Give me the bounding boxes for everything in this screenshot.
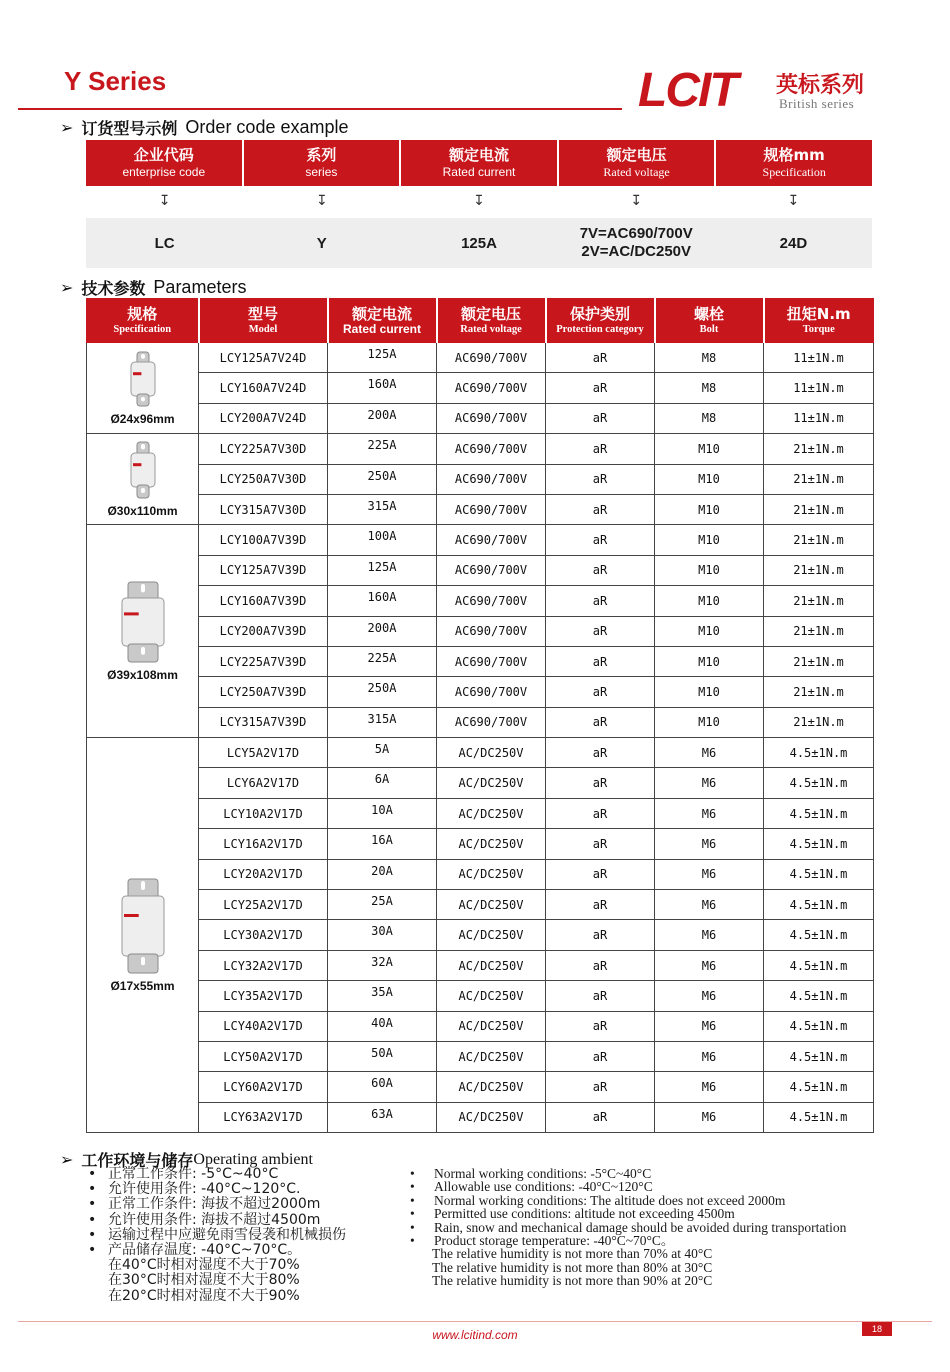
category-cell: aR <box>546 768 655 798</box>
torque-cell: 4.5±1N.m <box>764 981 874 1011</box>
bolt-cell: M10 <box>655 677 764 707</box>
current-cell: 100A <box>328 525 437 555</box>
voltage-cell: AC/DC250V <box>437 829 546 859</box>
category-cell: aR <box>546 981 655 1011</box>
voltage-cell: AC/DC250V <box>437 1072 546 1102</box>
table-row <box>87 1102 874 1132</box>
list-item: • 正常工作条件: 海拔不超过2000m <box>88 1196 321 1213</box>
model-cell: LCY32A2V17D <box>199 950 328 980</box>
params-title-cn: 技术参数 <box>81 279 146 298</box>
british-series-en: British series <box>779 96 855 111</box>
model-cell: LCY10A2V17D <box>199 798 328 828</box>
list-subitem: 在30°C时相对湿度不大于80% <box>108 1272 300 1289</box>
bolt-cell: M10 <box>655 646 764 676</box>
table-row <box>87 981 874 1011</box>
torque-cell: 4.5±1N.m <box>764 950 874 980</box>
list-subitem: 在20°C时相对湿度不大于90% <box>108 1287 300 1304</box>
bolt-cell: M6 <box>655 981 764 1011</box>
torque-cell: 4.5±1N.m <box>764 1011 874 1041</box>
params-col-header: 螺栓 Bolt <box>655 299 764 343</box>
bolt-cell: M10 <box>655 707 764 737</box>
table-row <box>87 920 874 950</box>
current-cell: 50A <box>328 1041 437 1071</box>
model-cell: LCY50A2V17D <box>199 1041 328 1071</box>
chevron-right-icon: ➢ <box>60 279 74 297</box>
current-cell: 63A <box>328 1102 437 1132</box>
order-value-row <box>86 218 872 268</box>
model-cell: LCY100A7V39D <box>199 525 328 555</box>
bolt-cell: M6 <box>655 1102 764 1132</box>
bolt-cell: M6 <box>655 1041 764 1071</box>
voltage-cell: AC/DC250V <box>437 1041 546 1071</box>
order-value: LC <box>154 234 175 252</box>
torque-cell: 4.5±1N.m <box>764 768 874 798</box>
current-cell: 5A <box>328 738 437 768</box>
model-cell: LCY225A7V39D <box>199 646 328 676</box>
params-col-header: 型号 Model <box>199 299 328 343</box>
table-row <box>87 646 874 676</box>
current-cell: 315A <box>328 707 437 737</box>
model-cell: LCY250A7V39D <box>199 677 328 707</box>
bolt-cell: M10 <box>655 464 764 494</box>
torque-cell: 4.5±1N.m <box>764 1041 874 1071</box>
table-row <box>87 890 874 920</box>
chevron-right-icon: ➢ <box>60 1151 74 1169</box>
voltage-cell: AC690/700V <box>437 464 546 494</box>
voltage-cell: AC690/700V <box>437 555 546 585</box>
list-subitem: The relative humidity is not more than 80% at 30°C <box>432 1259 713 1275</box>
table-row <box>87 403 874 433</box>
order-value: 24D <box>779 234 808 252</box>
table-row <box>87 829 874 859</box>
torque-cell: 21±1N.m <box>764 555 874 585</box>
torque-cell: 4.5±1N.m <box>764 920 874 950</box>
ambient-list-en <box>410 1167 846 1288</box>
voltage-cell: AC690/700V <box>437 707 546 737</box>
model-cell: LCY20A2V17D <box>199 859 328 889</box>
category-cell: aR <box>546 829 655 859</box>
voltage-cell: AC/DC250V <box>437 1102 546 1132</box>
model-cell: LCY315A7V39D <box>199 707 328 737</box>
bolt-cell: M6 <box>655 768 764 798</box>
model-cell: LCY200A7V39D <box>199 616 328 646</box>
model-cell: LCY5A2V17D <box>199 738 328 768</box>
torque-cell: 21±1N.m <box>764 646 874 676</box>
bolt-cell: M6 <box>655 1011 764 1041</box>
category-cell: aR <box>546 1072 655 1102</box>
torque-cell: 21±1N.m <box>764 677 874 707</box>
torque-cell: 21±1N.m <box>764 586 874 616</box>
series-title: Y Series <box>64 66 167 96</box>
current-cell: 250A <box>328 677 437 707</box>
params-col-header: 规格 Specification <box>87 299 199 343</box>
order-code-table <box>86 140 872 268</box>
bolt-cell: M8 <box>655 403 764 433</box>
table-row <box>87 373 874 403</box>
ambient-list-cn <box>88 1167 346 1304</box>
order-title-en: Order code example <box>185 117 349 137</box>
category-cell: aR <box>546 950 655 980</box>
bolt-cell: M6 <box>655 738 764 768</box>
model-cell: LCY40A2V17D <box>199 1011 328 1041</box>
category-cell: aR <box>546 525 655 555</box>
arrow-down-icon: ↧ <box>158 192 171 208</box>
bolt-cell: M10 <box>655 494 764 524</box>
torque-cell: 4.5±1N.m <box>764 1072 874 1102</box>
category-cell: aR <box>546 707 655 737</box>
torque-cell: 21±1N.m <box>764 616 874 646</box>
list-item: • 产品储存温度: -40°C~70°C。 <box>88 1242 302 1259</box>
table-row <box>87 464 874 494</box>
category-cell: aR <box>546 798 655 828</box>
spec-label: Ø30x110mm <box>107 504 178 519</box>
current-cell: 32A <box>328 950 437 980</box>
table-row <box>87 494 874 524</box>
voltage-cell: AC/DC250V <box>437 981 546 1011</box>
spec-label: Ø24x96mm <box>110 412 175 427</box>
order-col-header: 企业代码 enterprise code <box>86 140 244 186</box>
model-cell: LCY160A7V39D <box>199 586 328 616</box>
current-cell: 225A <box>328 434 437 464</box>
table-row <box>87 525 874 555</box>
fuse-image-icon <box>129 440 157 502</box>
bolt-cell: M6 <box>655 798 764 828</box>
model-cell: LCY250A7V30D <box>199 464 328 494</box>
table-row <box>87 1011 874 1041</box>
bolt-cell: M10 <box>655 434 764 464</box>
list-item: • Rain, snow and mechanical damage should be avoided during transportation <box>410 1219 847 1235</box>
current-cell: 30A <box>328 920 437 950</box>
voltage-cell: AC690/700V <box>437 616 546 646</box>
category-cell: aR <box>546 464 655 494</box>
arrow-down-icon: ↧ <box>787 192 800 208</box>
category-cell: aR <box>546 434 655 464</box>
category-cell: aR <box>546 677 655 707</box>
category-cell: aR <box>546 738 655 768</box>
list-item: • 允许使用条件: -40°C~120°C. <box>88 1181 301 1198</box>
current-cell: 250A <box>328 464 437 494</box>
logo-text: LCIT <box>638 64 737 112</box>
current-cell: 6A <box>328 768 437 798</box>
list-item: • 运输过程中应避免雨雪侵袭和机械损伤 <box>88 1226 346 1243</box>
voltage-cell: AC/DC250V <box>437 798 546 828</box>
ambient-title-cn: 工作环境与储存 <box>81 1151 194 1170</box>
table-row <box>87 616 874 646</box>
list-item: • Allowable use conditions: -40°C~120°C <box>410 1179 653 1195</box>
order-col-header: 系列 series <box>244 140 402 186</box>
fuse-image-icon <box>129 350 157 410</box>
bolt-cell: M6 <box>655 890 764 920</box>
model-cell: LCY16A2V17D <box>199 829 328 859</box>
current-cell: 160A <box>328 586 437 616</box>
order-col-header: 规格mm Specification <box>762 146 826 179</box>
model-cell: LCY125A7V24D <box>199 343 328 373</box>
category-cell: aR <box>546 494 655 524</box>
voltage-cell: AC690/700V <box>437 494 546 524</box>
table-row <box>87 768 874 798</box>
torque-cell: 4.5±1N.m <box>764 1102 874 1132</box>
order-col-header: 额定电流 Rated current <box>401 140 559 186</box>
spec-label: Ø17x55mm <box>110 979 175 994</box>
torque-cell: 4.5±1N.m <box>764 890 874 920</box>
model-cell: LCY160A7V24D <box>199 373 328 403</box>
table-row <box>87 950 874 980</box>
category-cell: aR <box>546 373 655 403</box>
bolt-cell: M6 <box>655 950 764 980</box>
ambient-title-en: Operating ambient <box>193 1150 313 1168</box>
footer-divider <box>18 1321 932 1322</box>
torque-cell: 11±1N.m <box>764 373 874 403</box>
model-cell: LCY30A2V17D <box>199 920 328 950</box>
list-subitem: The relative humidity is not more than 90% at 20°C <box>432 1273 713 1289</box>
current-cell: 60A <box>328 1072 437 1102</box>
table-row <box>87 798 874 828</box>
voltage-cell: AC690/700V <box>437 586 546 616</box>
bolt-cell: M8 <box>655 373 764 403</box>
params-title-en: Parameters <box>153 277 247 297</box>
category-cell: aR <box>546 616 655 646</box>
order-col-header: 额定电压 Rated voltage <box>559 140 717 186</box>
order-title-cn: 订货型号示例 <box>81 119 178 138</box>
torque-cell: 21±1N.m <box>764 707 874 737</box>
spec-cell <box>87 434 199 525</box>
category-cell: aR <box>546 1041 655 1071</box>
model-cell: LCY125A7V39D <box>199 555 328 585</box>
model-cell: LCY35A2V17D <box>199 981 328 1011</box>
params-col-header: 保护类别 Protection category <box>546 299 655 343</box>
arrow-down-icon: ↧ <box>315 192 328 208</box>
bolt-cell: M6 <box>655 920 764 950</box>
params-body <box>87 343 874 1133</box>
current-cell: 40A <box>328 1011 437 1041</box>
voltage-cell: AC690/700V <box>437 343 546 373</box>
torque-cell: 21±1N.m <box>764 494 874 524</box>
current-cell: 20A <box>328 859 437 889</box>
torque-cell: 21±1N.m <box>764 525 874 555</box>
torque-cell: 4.5±1N.m <box>764 829 874 859</box>
bolt-cell: M6 <box>655 859 764 889</box>
voltage-cell: AC/DC250V <box>437 890 546 920</box>
voltage-cell: AC/DC250V <box>437 768 546 798</box>
current-cell: 125A <box>328 555 437 585</box>
table-row <box>87 677 874 707</box>
list-item: • 允许使用条件: 海拔不超过4500m <box>88 1211 321 1228</box>
category-cell: aR <box>546 920 655 950</box>
list-item: • Product storage temperature: -40°C~70°C。 <box>410 1233 675 1249</box>
torque-cell: 21±1N.m <box>764 434 874 464</box>
current-cell: 160A <box>328 373 437 403</box>
current-cell: 315A <box>328 494 437 524</box>
table-row <box>87 586 874 616</box>
torque-cell: 4.5±1N.m <box>764 798 874 828</box>
voltage-cell: AC/DC250V <box>437 738 546 768</box>
current-cell: 125A <box>328 343 437 373</box>
model-cell: LCY63A2V17D <box>199 1102 328 1132</box>
params-col-header: 额定电流 Rated current <box>328 299 437 343</box>
bolt-cell: M10 <box>655 586 764 616</box>
table-row <box>87 859 874 889</box>
spec-cell <box>87 525 199 738</box>
bolt-cell: M10 <box>655 616 764 646</box>
bolt-cell: M6 <box>655 1072 764 1102</box>
category-cell: aR <box>546 555 655 585</box>
torque-cell: 21±1N.m <box>764 464 874 494</box>
bolt-cell: M10 <box>655 555 764 585</box>
voltage-cell: AC690/700V <box>437 403 546 433</box>
voltage-cell: AC/DC250V <box>437 859 546 889</box>
order-header-row <box>86 140 872 186</box>
category-cell: aR <box>546 343 655 373</box>
params-col-header: 扭矩N.m Torque <box>764 299 874 343</box>
category-cell: aR <box>546 403 655 433</box>
bolt-cell: M10 <box>655 525 764 555</box>
category-cell: aR <box>546 1011 655 1041</box>
arrow-down-icon: ↧ <box>630 192 643 208</box>
header-divider <box>18 108 622 110</box>
table-row <box>87 738 874 768</box>
voltage-cell: AC690/700V <box>437 373 546 403</box>
order-value: Y <box>316 234 327 252</box>
list-subitem: The relative humidity is not more than 70% at 40°C <box>432 1246 713 1262</box>
torque-cell: 11±1N.m <box>764 343 874 373</box>
bolt-cell: M8 <box>655 343 764 373</box>
category-cell: aR <box>546 586 655 616</box>
table-row <box>87 555 874 585</box>
current-cell: 200A <box>328 403 437 433</box>
fuse-image-icon <box>120 877 166 977</box>
params-col-header: 额定电压 Rated voltage <box>437 299 546 343</box>
current-cell: 16A <box>328 829 437 859</box>
current-cell: 200A <box>328 616 437 646</box>
voltage-cell: AC690/700V <box>437 525 546 555</box>
voltage-cell: AC690/700V <box>437 646 546 676</box>
list-item: • Normal working conditions: -5°C~40°C <box>410 1166 652 1181</box>
spec-cell <box>87 343 199 434</box>
model-cell: LCY225A7V30D <box>199 434 328 464</box>
order-value: 125A <box>461 234 497 252</box>
order-arrow-row <box>86 186 872 218</box>
spec-label: Ø39x108mm <box>107 668 178 683</box>
category-cell: aR <box>546 859 655 889</box>
footer-url[interactable]: www.lcitind.com <box>432 1328 518 1342</box>
voltage-cell: AC690/700V <box>437 677 546 707</box>
params-section-heading <box>60 276 246 299</box>
list-item: • 正常工作条件: -5°C~40°C <box>88 1166 279 1182</box>
page-number: 18 <box>862 1322 892 1336</box>
table-row <box>87 1041 874 1071</box>
torque-cell: 4.5±1N.m <box>764 859 874 889</box>
current-cell: 35A <box>328 981 437 1011</box>
british-series-cn: 英标系列 <box>776 73 865 98</box>
torque-cell: 4.5±1N.m <box>764 738 874 768</box>
torque-cell: 11±1N.m <box>764 403 874 433</box>
voltage-cell: AC690/700V <box>437 434 546 464</box>
order-value-voltage: 7V=AC690/700V 2V=AC/DC250V <box>579 225 693 260</box>
list-subitem: 在40°C时相对湿度不大于70% <box>108 1257 300 1274</box>
category-cell: aR <box>546 890 655 920</box>
table-row <box>87 343 874 373</box>
model-cell: LCY25A2V17D <box>199 890 328 920</box>
parameters-table <box>86 298 874 1133</box>
table-row <box>87 707 874 737</box>
current-cell: 25A <box>328 890 437 920</box>
arrow-down-icon: ↧ <box>473 192 485 208</box>
current-cell: 10A <box>328 798 437 828</box>
order-section-heading <box>60 116 349 139</box>
lcit-logo <box>636 64 762 112</box>
bolt-cell: M6 <box>655 829 764 859</box>
params-header-row <box>87 299 874 343</box>
spec-cell <box>87 738 199 1133</box>
category-cell: aR <box>546 646 655 676</box>
list-item: • Normal working conditions: The altitude does not exceed 2000m <box>410 1192 786 1208</box>
model-cell: LCY315A7V30D <box>199 494 328 524</box>
voltage-cell: AC/DC250V <box>437 950 546 980</box>
model-cell: LCY60A2V17D <box>199 1072 328 1102</box>
model-cell: LCY200A7V24D <box>199 403 328 433</box>
category-cell: aR <box>546 1102 655 1132</box>
voltage-cell: AC/DC250V <box>437 920 546 950</box>
table-row <box>87 1072 874 1102</box>
chevron-right-icon: ➢ <box>60 119 74 137</box>
current-cell: 225A <box>328 646 437 676</box>
voltage-cell: AC/DC250V <box>437 1011 546 1041</box>
fuse-image-icon <box>120 580 166 666</box>
table-row <box>87 434 874 464</box>
model-cell: LCY6A2V17D <box>199 768 328 798</box>
list-item: • Permitted use conditions: altitude not exceeding 4500m <box>410 1206 735 1222</box>
